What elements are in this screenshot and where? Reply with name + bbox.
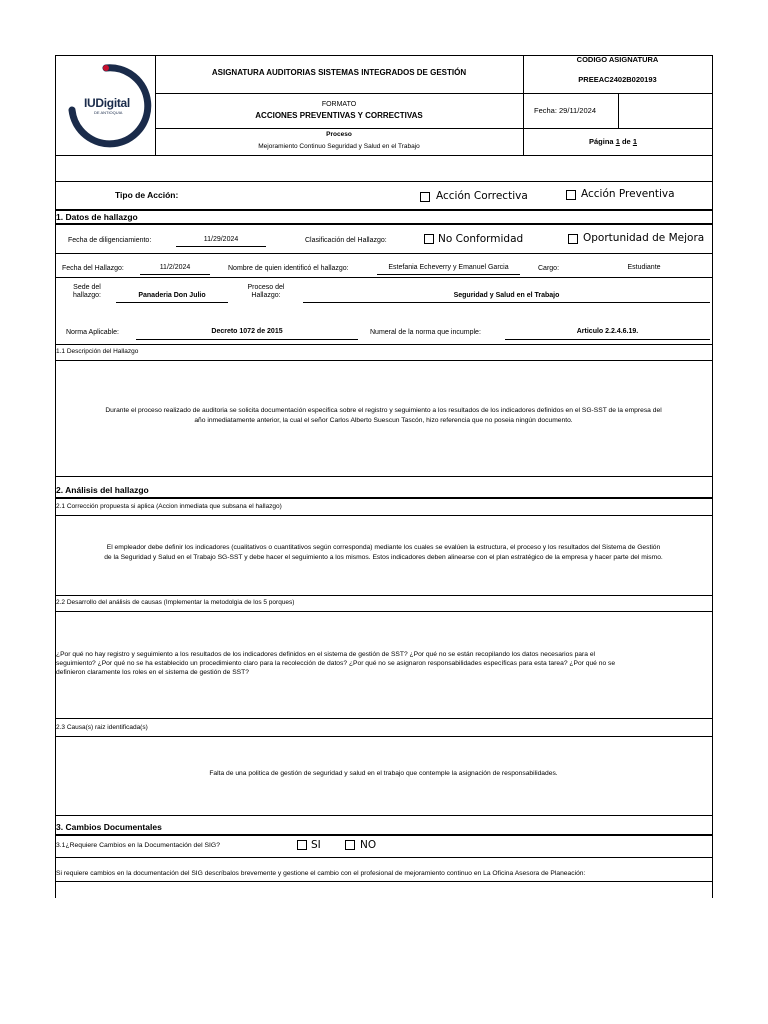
action-type-label: Tipo de Acción: bbox=[115, 190, 179, 200]
correccion-line-2: de la Seguridad y Salud en el Trabajo SG-SST y debe hacer el seguimiento a los mismos. Estos indicadores deben alinearse con el plan estratégico de la empresa y hacer parte del mismo. bbox=[104, 554, 663, 561]
section1-title: 1. Datos de hallazgo bbox=[56, 212, 138, 222]
oportunidad-checkbox[interactable] bbox=[568, 234, 578, 244]
section2-title: 2. Análisis del hallazgo bbox=[56, 485, 149, 495]
format-title: ACCIONES PREVENTIVAS Y CORRECTIVAS bbox=[255, 111, 423, 120]
row-line-a bbox=[55, 253, 712, 254]
causas-line-3: definieron claramente los roles en el sistema de gestión de SST? bbox=[56, 669, 249, 676]
fecha-hallazgo-label: Fecha del Hallazgo: bbox=[62, 265, 124, 272]
desc-label: 1.1 Descripción del Hallazgo bbox=[56, 348, 139, 355]
section3-title: 3. Cambios Documentales bbox=[56, 822, 162, 832]
fecha-hallazgo-value: 11/2/2024 bbox=[159, 264, 191, 271]
header-divider-date bbox=[618, 93, 619, 128]
si-label: SI bbox=[311, 839, 321, 851]
si-checkbox[interactable] bbox=[297, 840, 307, 850]
corrective-checkbox[interactable] bbox=[420, 192, 430, 202]
form-border-right bbox=[712, 55, 713, 898]
page-of: de bbox=[621, 137, 631, 146]
action-row-bottom bbox=[55, 209, 712, 211]
code-value: PREEAC2402B020193 bbox=[578, 75, 657, 84]
logo-subtext: DE ANTIOQUIA bbox=[94, 110, 123, 115]
norma-value: Decreto 1072 de 2015 bbox=[211, 328, 283, 335]
causas-label: 2.2 Desarrollo del análisis de causas (Implementar la metodolgia de los 5 porques) bbox=[56, 599, 295, 606]
row-line-i bbox=[55, 718, 712, 719]
norma-underline bbox=[136, 339, 358, 340]
cargo-label: Cargo: bbox=[538, 265, 560, 272]
causas-line-2: seguimiento? ¿Por qué no se ha establecido un procedimiento claro para la recolección de datos? ¿Por qué no se asignaron responsabilidades específicas para esta tarea? ¿Por qué no se bbox=[56, 660, 616, 667]
row-line-b bbox=[55, 277, 712, 278]
page-indicator bbox=[589, 138, 637, 146]
header-line-2 bbox=[155, 128, 712, 129]
process-value: Mejoramiento Continuo Seguridad y Salud en el Trabajo bbox=[258, 143, 420, 150]
row-line-h bbox=[55, 611, 712, 612]
blank-row-line bbox=[55, 181, 712, 182]
cambios-question: 3.1¿Requiere Cambios en la Documentación del SIG? bbox=[56, 842, 220, 849]
date-field: Fecha: 29/11/2024 bbox=[534, 106, 596, 115]
no-conformidad-checkbox[interactable] bbox=[424, 234, 434, 244]
row-line-c bbox=[55, 344, 712, 345]
preventive-label: Acción Preventiva bbox=[581, 188, 675, 200]
raiz-value: Falta de una politica de gestión de seguridad y salud en el trabajo que contemple la asignación de responsabilidades. bbox=[209, 770, 558, 777]
fecha-dilig-value: 11/29/2024 bbox=[203, 236, 239, 243]
header-line-1 bbox=[155, 93, 712, 94]
header-title: ASIGNATURA AUDITORIAS SISTEMAS INTEGRADOS DE GESTIÓN bbox=[211, 68, 467, 77]
page-word: Página bbox=[589, 137, 614, 146]
page-number: 1 bbox=[615, 137, 620, 146]
fecha-hallazgo-underline bbox=[140, 274, 210, 275]
preventive-checkbox[interactable] bbox=[566, 190, 576, 200]
row-line-g bbox=[55, 595, 712, 596]
row-line-d bbox=[55, 360, 712, 361]
cargo-value: Estudiante bbox=[627, 264, 661, 271]
header-divider-right bbox=[523, 55, 524, 155]
oportunidad-label: Oportunidad de Mejora bbox=[583, 232, 705, 244]
logo bbox=[62, 60, 150, 148]
correccion-label: 2.1 Corrección propuesta si aplica (Accion inmediata que subsana el hallazgo) bbox=[56, 503, 282, 510]
quien-value: Estefania Echeverry y Emanuel Garcia bbox=[388, 264, 509, 271]
clasif-label: Clasificación del Hallazgo: bbox=[305, 237, 387, 244]
proceso-label-2: Hallazgo: bbox=[251, 292, 281, 299]
no-checkbox[interactable] bbox=[345, 840, 355, 850]
section3-title-bottom bbox=[55, 834, 712, 836]
raiz-label: 2.3 Causa(s) raiz identificada(s) bbox=[56, 724, 148, 731]
format-label: FORMATO bbox=[321, 101, 357, 108]
process-label: Proceso bbox=[326, 131, 352, 138]
sede-value: Panaderia Don Julio bbox=[138, 292, 206, 299]
row-line-m bbox=[55, 881, 712, 882]
proceso-underline bbox=[303, 302, 710, 303]
cambios-instructions: Si requiere cambios en la documentación del SIG descríbalos brevemente y gestione el cambio con el profesional de mejoramiento continuo en La Oficina Asesora de Planeación: bbox=[56, 870, 586, 877]
proceso-value: Seguridad y Salud en el Trabajo bbox=[453, 292, 560, 299]
sede-underline bbox=[116, 302, 228, 303]
row-line-f bbox=[55, 515, 712, 516]
row-line-k bbox=[55, 815, 712, 816]
sede-label-1: Sede del bbox=[73, 284, 101, 291]
fecha-dilig-underline bbox=[176, 246, 266, 247]
section2-title-bottom bbox=[55, 497, 712, 499]
numeral-label: Numeral de la norma que incumple: bbox=[370, 329, 481, 336]
header-bottom-line bbox=[55, 155, 712, 156]
quien-label: Nombre de quien identificó el hallazgo: bbox=[228, 265, 349, 272]
quien-underline bbox=[377, 274, 520, 275]
causas-line-1: ¿Por qué no hay registro y seguimiento a los resultados de los indicadores definidos en el sistema de gestión de SST? ¿Por qué no se están recopilando los datos necesarios para el bbox=[56, 651, 596, 658]
numeral-value: Articulo 2.2.4.6.19. bbox=[576, 328, 639, 335]
sede-label-2: hallazgo: bbox=[72, 292, 102, 299]
desc-line-2: año inmediatamente anterior, la cual el señor Carlos Alberto Suescun Tascón, hizo referencia que no poseia ningún documento. bbox=[194, 417, 573, 424]
logo-text: IUDigital bbox=[84, 96, 130, 110]
no-conformidad-label: No Conformidad bbox=[438, 233, 524, 245]
code-label: CODIGO ASIGNATURA bbox=[576, 55, 659, 64]
row-line-l bbox=[55, 857, 712, 858]
row-line-j bbox=[55, 736, 712, 737]
correccion-line-1: El empleador debe definir los indicadores (cualitativos o cuantitativos según corresponda) mediante los cuales se evalúen la estructura, el proceso y los resultados del Sistema de Gestión bbox=[106, 544, 661, 551]
corrective-label: Acción Correctiva bbox=[436, 190, 528, 202]
section1-title-bottom bbox=[55, 223, 712, 225]
norma-label: Norma Aplicable: bbox=[66, 329, 119, 336]
row-line-e bbox=[55, 476, 712, 477]
fecha-dilig-label: Fecha de diligenciamiento: bbox=[68, 237, 152, 244]
desc-line-1: Durante el proceso realizado de auditoria se solicita documentación especifica sobre el registro y seguimiento a los resultados de los indicadores definidos en el SG-SST de la empresa del bbox=[105, 407, 662, 414]
numeral-underline bbox=[505, 339, 710, 340]
page-total: 1 bbox=[632, 137, 637, 146]
proceso-label-1: Proceso del bbox=[247, 284, 285, 291]
no-label: NO bbox=[360, 839, 377, 851]
